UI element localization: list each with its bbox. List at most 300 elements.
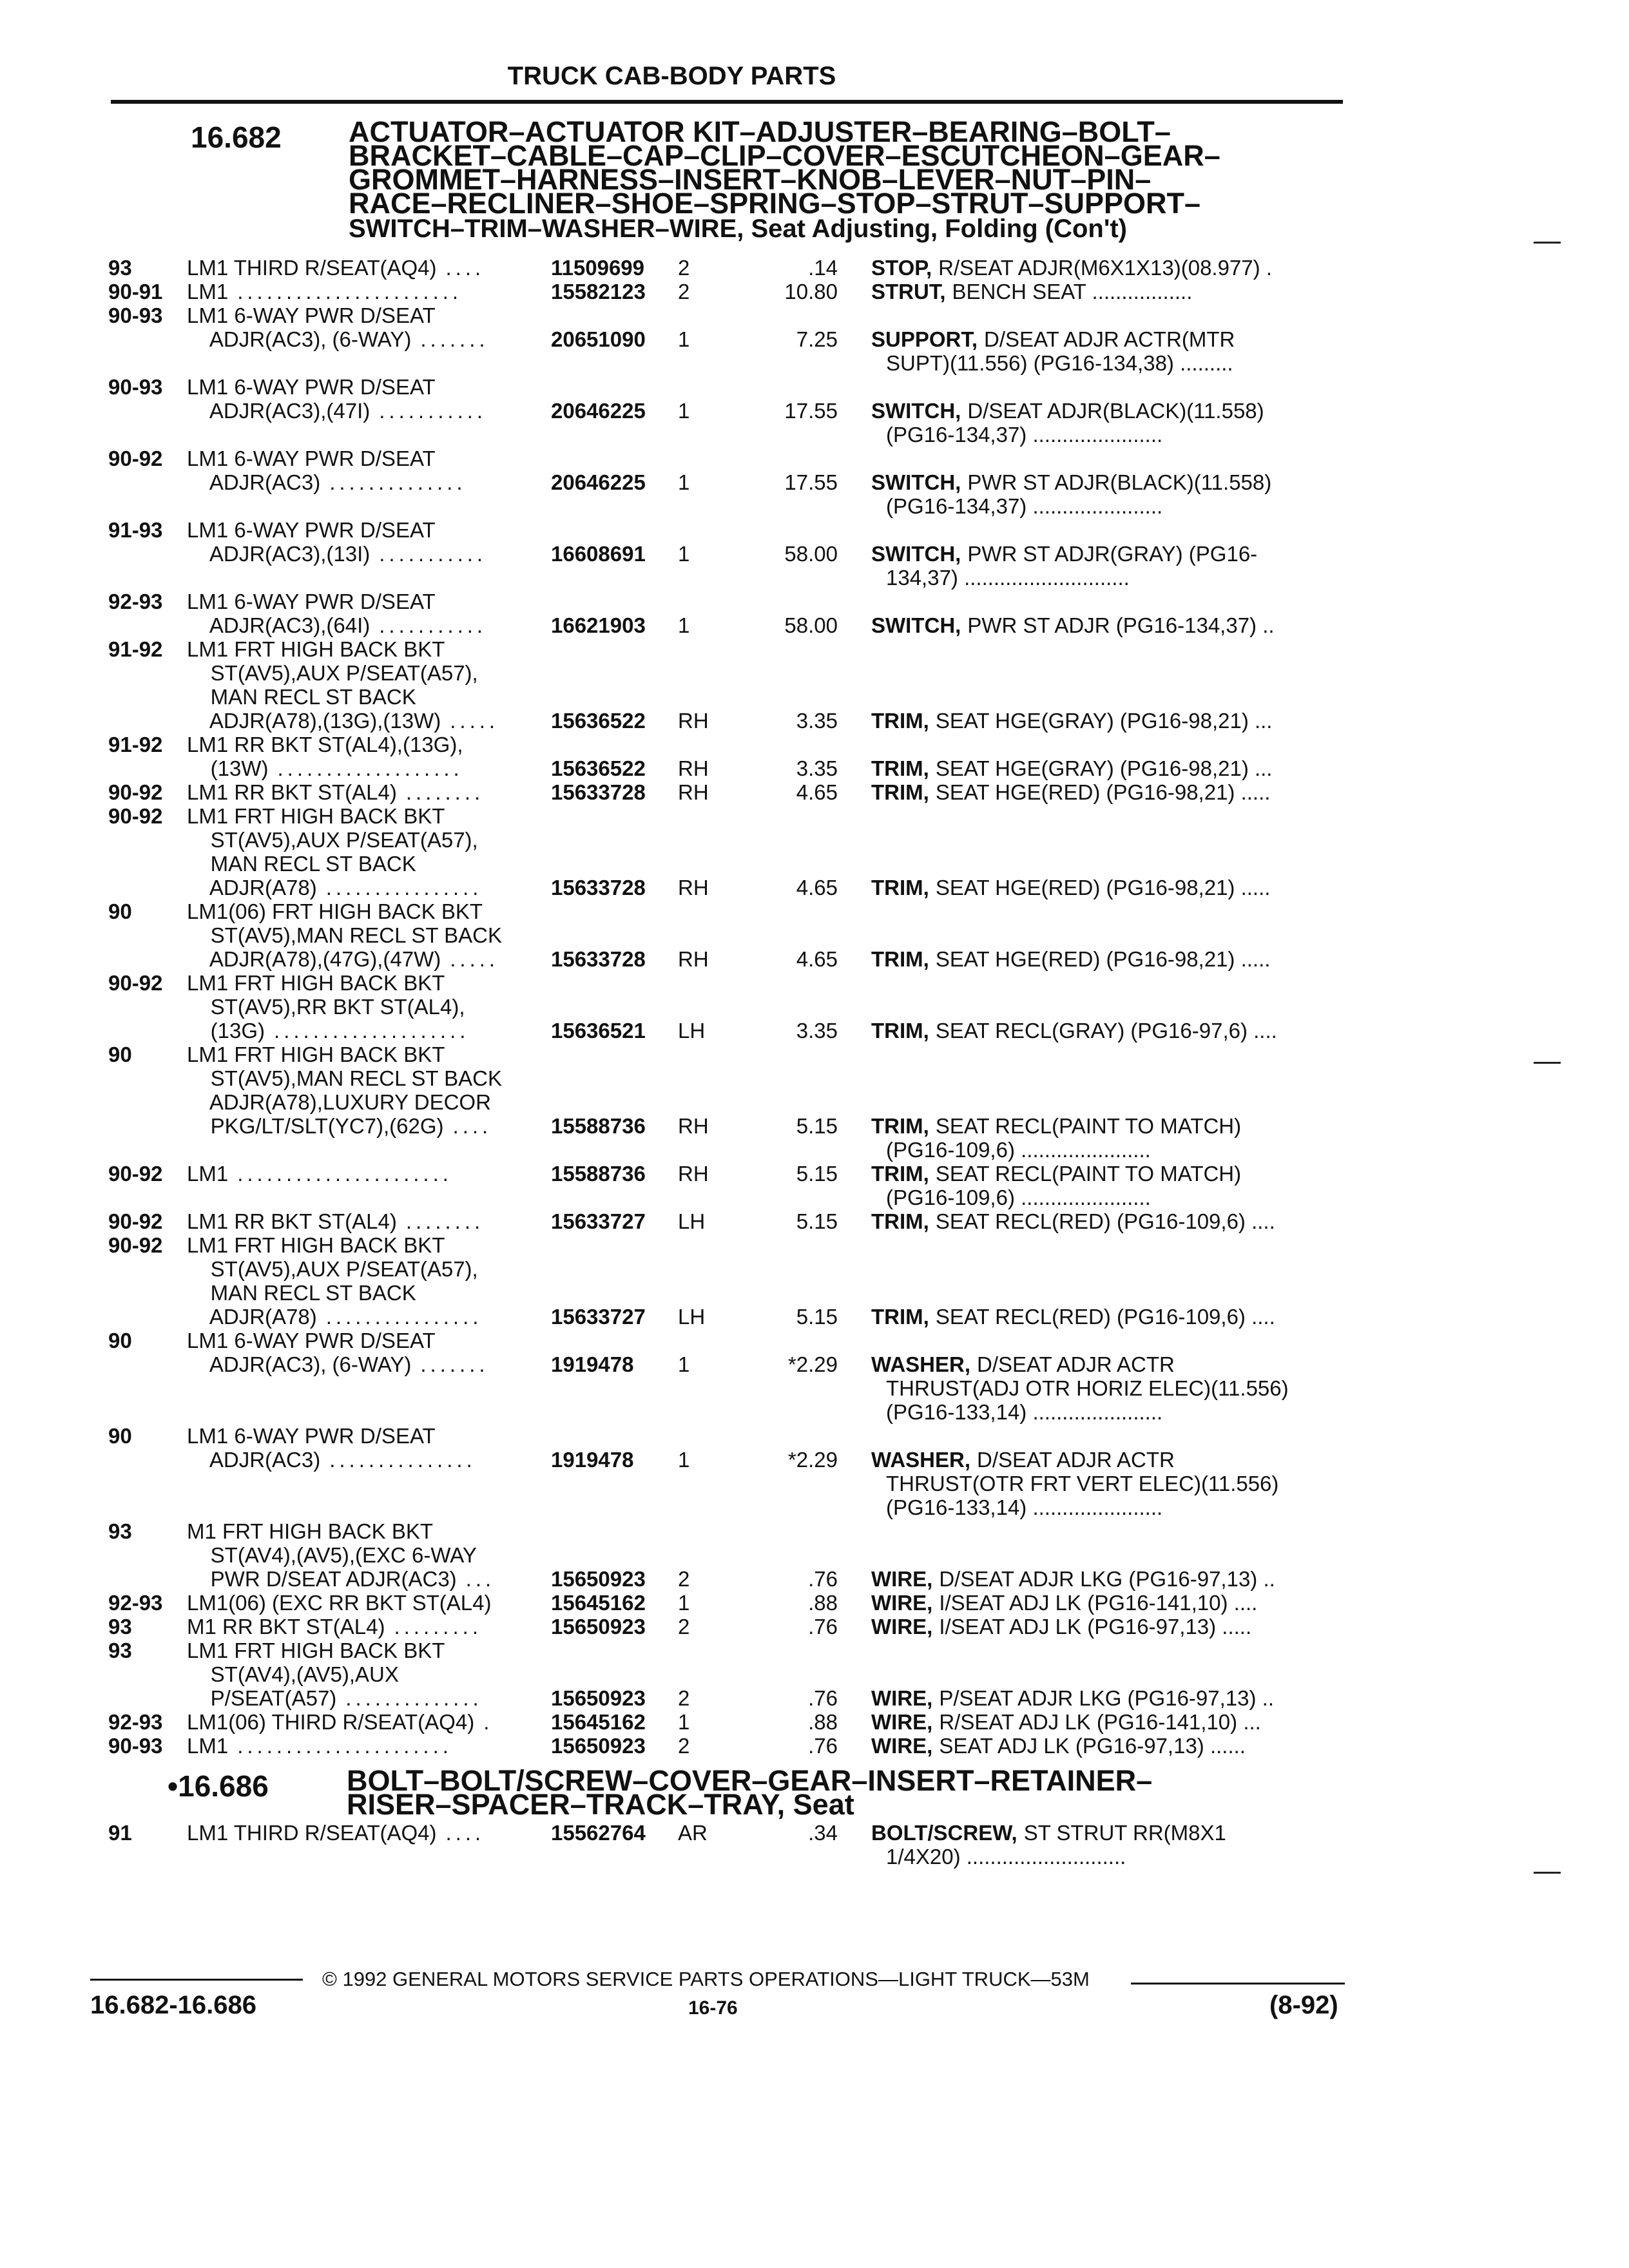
quantity: RH <box>678 709 709 733</box>
dot-leader: ....... <box>420 327 489 351</box>
price: 5.15 <box>796 1305 838 1329</box>
application-text: LM1 RR BKT ST(AL4) <box>187 1209 397 1233</box>
application-description <box>187 661 478 686</box>
price: .76 <box>808 1734 838 1758</box>
dot-leader: ....................... <box>237 280 463 303</box>
part-name-detail: SEAT HGE(RED) (PG16-98,21) ..... <box>935 876 1271 899</box>
application-text: LM1 FRT HIGH BACK BKT <box>187 804 445 828</box>
part-name-detail: SEAT RECL(RED) (PG16-109,6) .... <box>935 1209 1275 1233</box>
model-years: 90-92 <box>108 1233 163 1257</box>
dot-leader: ........... <box>379 542 487 566</box>
quantity: 2 <box>678 256 690 280</box>
application-description <box>187 947 499 972</box>
price: 3.35 <box>796 709 838 733</box>
part-name-continued: (PG16-133,14) ...................... <box>886 1400 1163 1424</box>
application-text: ADJR(A78) <box>187 1305 317 1329</box>
quantity: RH <box>678 876 709 899</box>
price: 17.55 <box>784 399 838 423</box>
quantity: AR <box>678 1821 708 1845</box>
part-name-noun: SWITCH, <box>871 470 961 494</box>
footer-section-range: 16.682-16.686 <box>90 1991 257 2019</box>
application-text: LM1 THIRD R/SEAT(AQ4) <box>187 256 437 280</box>
section-title: BOLT–BOLT/SCREW–COVER–GEAR–INSERT–RETAINER– RISER–SPACER–TRACK–TRAY, Seat <box>347 1764 1153 1821</box>
dot-leader: ........... <box>379 399 487 423</box>
application-text: ADJR(AC3),(13I) <box>187 542 371 566</box>
part-number: 15633727 <box>551 1305 646 1329</box>
price: 7.25 <box>796 327 838 351</box>
application-description <box>187 1639 445 1663</box>
application-description <box>187 1734 452 1758</box>
part-name-continued: (PG16-109,6) ...................... <box>886 1138 1151 1162</box>
part-number: 1919478 <box>551 1448 634 1472</box>
part-number: 15633727 <box>551 1209 646 1233</box>
part-name <box>871 613 1275 638</box>
price: 4.65 <box>796 947 838 971</box>
part-name-noun: WASHER, <box>871 1448 971 1472</box>
quantity: RH <box>678 1162 709 1186</box>
footer-rule <box>90 1979 303 1981</box>
model-years: 93 <box>108 256 132 280</box>
price: .76 <box>808 1686 838 1710</box>
part-name <box>871 327 1235 352</box>
application-text: ADJR(AC3),(47I) <box>187 399 371 423</box>
application-text: ST(AV5),AUX P/SEAT(A57), <box>187 828 478 852</box>
application-text: LM1 6-WAY PWR D/SEAT <box>187 1329 436 1352</box>
application-description <box>187 1543 477 1568</box>
application-description <box>187 1567 495 1591</box>
application-text: LM1 <box>187 280 229 303</box>
model-years: 90-92 <box>108 780 163 804</box>
application-description <box>187 1821 485 1845</box>
application-description <box>187 1710 493 1735</box>
dot-leader: ............... <box>329 1448 476 1472</box>
part-number: 15588736 <box>551 1114 646 1138</box>
part-name-detail: D/SEAT ADJR ACTR <box>977 1352 1175 1376</box>
footer-date: (8-92) <box>1269 1991 1338 2019</box>
model-years: 91-92 <box>108 733 163 756</box>
price: 4.65 <box>796 876 838 899</box>
price: .76 <box>808 1567 838 1591</box>
part-name-detail: PWR ST ADJR(BLACK)(11.558) <box>967 470 1272 494</box>
dot-leader: .... <box>445 256 485 280</box>
part-number: 15650923 <box>551 1734 646 1758</box>
part-name <box>871 1821 1226 1845</box>
model-years: 90-92 <box>108 971 163 995</box>
application-text: M1 RR BKT ST(AL4) <box>187 1615 385 1639</box>
application-description <box>187 637 445 662</box>
application-description <box>187 613 487 638</box>
quantity: 1 <box>678 327 690 351</box>
application-text: MAN RECL ST BACK <box>187 852 416 876</box>
quantity: 1 <box>678 399 690 423</box>
model-years: 91 <box>108 1821 132 1845</box>
part-name-detail: I/SEAT ADJ LK (PG16-141,10) .... <box>939 1591 1258 1615</box>
price: .14 <box>808 256 838 280</box>
application-text: ADJR(AC3),(64I) <box>187 613 371 637</box>
quantity: 1 <box>678 613 690 637</box>
part-name-noun: TRIM, <box>871 1114 929 1138</box>
part-name-detail: SEAT RECL(RED) (PG16-109,6) .... <box>935 1305 1275 1329</box>
part-name-noun: TRIM, <box>871 1162 929 1186</box>
title-rule <box>111 100 1343 104</box>
quantity: LH <box>678 1019 706 1043</box>
part-number: 15636522 <box>551 709 646 733</box>
application-text: LM1 6-WAY PWR D/SEAT <box>187 590 436 613</box>
quantity: RH <box>678 756 709 780</box>
dot-leader: ........ <box>405 780 485 804</box>
part-name-detail: BENCH SEAT ................. <box>952 280 1193 303</box>
part-name-detail: SEAT RECL(PAINT TO MATCH) <box>935 1114 1242 1138</box>
application-description <box>187 303 436 328</box>
model-years: 93 <box>108 1519 132 1543</box>
model-years: 92-93 <box>108 1710 163 1734</box>
part-name-detail: SEAT HGE(RED) (PG16-98,21) ..... <box>935 780 1271 804</box>
part-name-detail: ST STRUT RR(M8X1 <box>1023 1821 1226 1845</box>
application-description <box>187 470 467 495</box>
part-name-detail: D/SEAT ADJR(BLACK)(11.558) <box>967 399 1264 423</box>
application-text: LM1 FRT HIGH BACK BKT <box>187 971 445 995</box>
price: 10.80 <box>784 280 838 303</box>
part-name <box>871 876 1270 900</box>
application-description <box>187 280 462 304</box>
part-name-continued: (PG16-133,14) ...................... <box>886 1495 1163 1519</box>
application-text: ADJR(A78),LUXURY DECOR <box>187 1090 491 1114</box>
part-name-noun: WIRE, <box>871 1686 933 1710</box>
part-name-detail: I/SEAT ADJ LK (PG16-97,13) ..... <box>939 1615 1252 1639</box>
price: *2.29 <box>787 1352 838 1376</box>
part-name-continued: 134,37) ............................ <box>886 566 1130 590</box>
part-name <box>871 1114 1241 1139</box>
part-name <box>871 1734 1246 1758</box>
application-description <box>187 1233 445 1258</box>
model-years: 92-93 <box>108 590 163 613</box>
application-description <box>187 375 436 399</box>
quantity: 2 <box>678 1734 690 1758</box>
application-text: ADJR(A78) <box>187 876 317 899</box>
margin-tick <box>1534 242 1561 244</box>
application-description <box>187 971 445 995</box>
part-number: 15645162 <box>551 1710 646 1734</box>
application-description <box>187 1519 433 1544</box>
part-name-continued: THRUST(OTR FRT VERT ELEC)(11.556) <box>886 1472 1279 1495</box>
part-name-noun: WIRE, <box>871 1710 933 1734</box>
part-name <box>871 947 1270 972</box>
part-name-noun: TRIM, <box>871 709 929 733</box>
margin-tick <box>1534 1872 1561 1874</box>
application-text: LM1 <box>187 1734 229 1758</box>
application-text: MAN RECL ST BACK <box>187 1281 416 1305</box>
part-name-detail: SEAT HGE(GRAY) (PG16-98,21) ... <box>935 756 1273 780</box>
part-name <box>871 1162 1241 1186</box>
quantity: 1 <box>678 470 690 494</box>
part-name <box>871 280 1192 304</box>
section-title-text: ACTUATOR–ACTUATOR KIT–ADJUSTER–BEARING–BOLT– BRACKET–CABLE–CAP–CLIP–COVER–ESCUTCHEON–GEAR– GROMMET–HARNESS–INSERT–KNOB–LEVER–NUT–PIN– RACE–RECLINER–SHOE–SPRING–STOP–STRUT–SUPPORT– <box>349 115 1220 220</box>
part-name-noun: TRIM, <box>871 1209 929 1233</box>
application-text: ADJR(AC3), (6-WAY) <box>187 1352 412 1376</box>
application-description <box>187 590 436 614</box>
part-name-noun: SWITCH, <box>871 542 961 566</box>
part-name-noun: TRIM, <box>871 1305 929 1329</box>
model-years: 92-93 <box>108 1591 163 1615</box>
application-text: LM1(06) THIRD R/SEAT(AQ4) <box>187 1710 475 1734</box>
application-description <box>187 1019 469 1043</box>
application-description <box>187 1424 436 1448</box>
dot-leader: . <box>483 1710 494 1734</box>
margin-tick <box>1534 1062 1561 1064</box>
application-description <box>187 1352 489 1377</box>
part-name <box>871 1019 1277 1043</box>
part-name-detail: SEAT RECL(GRAY) (PG16-97,6) .... <box>935 1019 1277 1043</box>
part-number: 16608691 <box>551 542 646 566</box>
part-name <box>871 1567 1275 1591</box>
application-description <box>187 1615 482 1639</box>
part-name <box>871 470 1271 495</box>
model-years: 90 <box>108 1043 132 1066</box>
part-name-noun: TRIM, <box>871 947 929 971</box>
application-text: ST(AV5),MAN RECL ST BACK <box>187 1066 502 1090</box>
price: .88 <box>808 1710 838 1734</box>
application-description <box>187 1662 399 1687</box>
quantity: 1 <box>678 1448 690 1472</box>
model-years: 90 <box>108 1424 132 1448</box>
section-code: 16.682 <box>191 120 282 154</box>
footer-copyright: © 1992 GENERAL MOTORS SERVICE PARTS OPERATIONS—LIGHT TRUCK—53M <box>322 1968 1090 1990</box>
model-years: 90 <box>108 1329 132 1352</box>
model-years: 90-93 <box>108 1734 163 1758</box>
price: .34 <box>808 1821 838 1845</box>
part-name-noun: STOP, <box>871 256 932 280</box>
quantity: 1 <box>678 1591 690 1615</box>
application-description <box>187 1066 502 1091</box>
model-years: 90-92 <box>108 447 163 470</box>
application-text: LM1 6-WAY PWR D/SEAT <box>187 518 436 542</box>
application-description <box>187 399 487 423</box>
application-text: LM1(06) (EXC RR BKT ST(AL4) <box>187 1591 492 1615</box>
application-text: LM1(06) FRT HIGH BACK BKT <box>187 899 483 923</box>
part-name-noun: BOLT/SCREW, <box>871 1821 1017 1845</box>
quantity: 2 <box>678 280 690 303</box>
model-years: 90-92 <box>108 804 163 828</box>
dot-leader: .... <box>445 1821 485 1845</box>
application-text: ADJR(AC3) <box>187 1448 321 1472</box>
application-text: ADJR(AC3), (6-WAY) <box>187 327 412 351</box>
dot-leader: ......... <box>394 1615 482 1639</box>
application-description <box>187 1686 483 1711</box>
price: 5.15 <box>796 1114 838 1138</box>
part-name <box>871 709 1272 733</box>
application-description <box>187 1591 492 1615</box>
part-name-continued: (PG16-134,37) ...................... <box>886 423 1163 447</box>
application-text: LM1 6-WAY PWR D/SEAT <box>187 447 436 470</box>
application-description <box>187 327 489 352</box>
model-years: 93 <box>108 1615 132 1639</box>
part-name-noun: STRUT, <box>871 280 946 303</box>
application-text: ST(AV5),MAN RECL ST BACK <box>187 923 502 947</box>
part-name-noun: WIRE, <box>871 1615 933 1639</box>
application-description <box>187 899 483 924</box>
dot-leader: ..... <box>450 947 499 971</box>
model-years: 91-93 <box>108 518 163 542</box>
application-text: ST(AV4),(AV5),AUX <box>187 1662 399 1686</box>
application-text: P/SEAT(A57) <box>187 1686 337 1710</box>
dot-leader: .............. <box>345 1686 483 1710</box>
part-name-continued: (PG16-134,37) ...................... <box>886 494 1163 518</box>
application-description <box>187 923 502 948</box>
dot-leader: ....... <box>420 1352 489 1376</box>
part-name <box>871 1352 1175 1377</box>
application-text: LM1 6-WAY PWR D/SEAT <box>187 375 436 399</box>
application-text: LM1 THIRD R/SEAT(AQ4) <box>187 1821 437 1845</box>
part-number: 16621903 <box>551 613 646 637</box>
dot-leader: .................... <box>274 1019 470 1043</box>
quantity: 2 <box>678 1567 690 1591</box>
quantity: 2 <box>678 1615 690 1639</box>
dot-leader: ........ <box>405 1209 485 1233</box>
section-title <box>349 115 1220 243</box>
dot-leader: ................ <box>325 1305 483 1329</box>
part-name-detail: PWR ST ADJR(GRAY) (PG16- <box>967 542 1258 566</box>
price: 17.55 <box>784 470 838 494</box>
quantity: LH <box>678 1305 706 1329</box>
dot-leader: ................ <box>325 876 483 899</box>
part-name <box>871 1710 1261 1735</box>
application-description <box>187 1114 492 1139</box>
application-text: LM1 FRT HIGH BACK BKT <box>187 1639 445 1662</box>
part-number: 15650923 <box>551 1686 646 1710</box>
price: 5.15 <box>796 1162 838 1186</box>
application-text: ADJR(AC3) <box>187 470 321 494</box>
application-description <box>187 804 445 829</box>
part-name-detail: D/SEAT ADJR ACTR <box>977 1448 1175 1472</box>
model-years: 90-92 <box>108 1209 163 1233</box>
application-description <box>187 1209 484 1234</box>
application-text: ADJR(A78),(47G),(47W) <box>187 947 441 971</box>
quantity: RH <box>678 1114 709 1138</box>
part-name-noun: WIRE, <box>871 1567 933 1591</box>
model-years: 90-93 <box>108 303 163 327</box>
application-text: MAN RECL ST BACK <box>187 685 416 709</box>
application-text: ST(AV5),AUX P/SEAT(A57), <box>187 1257 478 1281</box>
application-description <box>187 828 478 852</box>
part-number: 15636522 <box>551 756 646 780</box>
part-name-detail: SEAT HGE(GRAY) (PG16-98,21) ... <box>935 709 1273 733</box>
part-name-noun: TRIM, <box>871 876 929 899</box>
part-name-noun: TRIM, <box>871 756 929 780</box>
application-description <box>187 1090 491 1115</box>
application-description <box>187 876 482 900</box>
part-name <box>871 1615 1251 1639</box>
part-number: 15645162 <box>551 1591 646 1615</box>
model-years: 93 <box>108 1639 132 1662</box>
application-text: ST(AV5),RR BKT ST(AL4), <box>187 995 465 1019</box>
part-name-detail: D/SEAT ADJR LKG (PG16-97,13) .. <box>939 1567 1275 1591</box>
application-text: (13W) <box>187 756 269 780</box>
part-name-detail: R/SEAT ADJR(M6X1X13)(08.977) . <box>938 256 1272 280</box>
part-number: 15633728 <box>551 876 646 899</box>
price: .88 <box>808 1591 838 1615</box>
part-name <box>871 399 1264 423</box>
part-number: 15588736 <box>551 1162 646 1186</box>
application-text: LM1 FRT HIGH BACK BKT <box>187 637 445 661</box>
section-code: •16.686 <box>168 1769 269 1803</box>
application-description <box>187 780 484 805</box>
application-description <box>187 256 485 280</box>
application-description <box>187 518 436 543</box>
section-title-tail: SWITCH–TRIM–WASHER–WIRE, Seat Adjusting, Folding (Con't) <box>349 215 1127 243</box>
part-number: 15582123 <box>551 280 646 303</box>
part-number: 15633728 <box>551 947 646 971</box>
application-description <box>187 542 487 566</box>
part-name <box>871 1448 1175 1472</box>
part-number: 15636521 <box>551 1019 646 1043</box>
part-name-noun: WASHER, <box>871 1352 971 1376</box>
dot-leader: ........... <box>379 613 487 637</box>
application-description <box>187 685 416 709</box>
part-name-detail: PWR ST ADJR (PG16-134,37) .. <box>967 613 1275 637</box>
dot-leader: ................... <box>277 756 463 780</box>
application-description <box>187 1281 416 1305</box>
dot-leader: ...................... <box>237 1734 452 1758</box>
part-name <box>871 780 1270 805</box>
quantity: 2 <box>678 1686 690 1710</box>
model-years: 90-91 <box>108 280 163 303</box>
page-title: TRUCK CAB-BODY PARTS <box>507 62 836 90</box>
application-description <box>187 1329 436 1353</box>
price: 58.00 <box>784 613 838 637</box>
dot-leader: ... <box>465 1567 496 1591</box>
part-name <box>871 1305 1275 1329</box>
application-text: LM1 FRT HIGH BACK BKT <box>187 1233 445 1257</box>
application-description <box>187 1257 478 1282</box>
part-name-detail: R/SEAT ADJ LK (PG16-141,10) ... <box>939 1710 1261 1734</box>
application-text: PKG/LT/SLT(YC7),(62G) <box>187 1114 444 1138</box>
part-name <box>871 542 1257 566</box>
application-text: LM1 <box>187 1162 229 1186</box>
quantity: 1 <box>678 542 690 566</box>
quantity: RH <box>678 780 709 804</box>
part-name-noun: SUPPORT, <box>871 327 978 351</box>
price: .76 <box>808 1615 838 1639</box>
part-name-noun: TRIM, <box>871 780 929 804</box>
part-name <box>871 1591 1257 1615</box>
application-text: LM1 6-WAY PWR D/SEAT <box>187 1424 436 1448</box>
price: 5.15 <box>796 1209 838 1233</box>
part-number: 20646225 <box>551 399 646 423</box>
model-years: 90 <box>108 899 132 923</box>
application-description <box>187 1162 452 1186</box>
quantity: 1 <box>678 1710 690 1734</box>
model-years: 91-92 <box>108 637 163 661</box>
part-name-continued: SUPT)(11.556) (PG16-134,38) ......... <box>886 351 1233 375</box>
application-description <box>187 733 463 757</box>
part-name-continued: THRUST(ADJ OTR HORIZ ELEC)(11.556) <box>886 1376 1289 1400</box>
footer-page-number: 16-76 <box>688 1997 738 2019</box>
application-description <box>187 995 465 1019</box>
part-name <box>871 1686 1274 1711</box>
part-name-noun: SWITCH, <box>871 399 961 423</box>
part-name-continued: (PG16-109,6) ...................... <box>886 1186 1151 1209</box>
dot-leader: .............. <box>329 470 467 494</box>
part-number: 15562764 <box>551 1821 646 1845</box>
application-description <box>187 1305 482 1329</box>
part-name <box>871 756 1272 781</box>
price: 3.35 <box>796 1019 838 1043</box>
part-number: 20646225 <box>551 470 646 494</box>
part-name <box>871 256 1272 280</box>
application-text: ST(AV4),(AV5),(EXC 6-WAY <box>187 1543 477 1567</box>
application-description <box>187 1043 445 1067</box>
price: 4.65 <box>796 780 838 804</box>
